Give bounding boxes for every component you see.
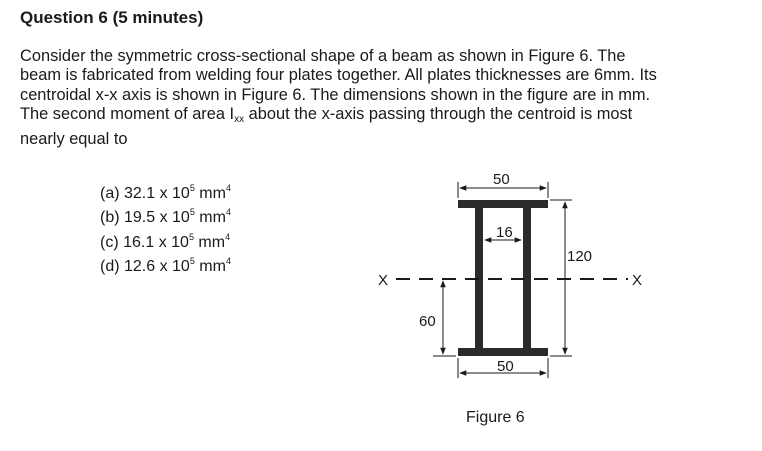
option-b-unit-exp: 4	[225, 207, 231, 218]
option-a-label: (a) 32.1 x 10	[100, 185, 190, 202]
axis-left-label: X	[378, 272, 389, 289]
option-d-label: (d) 12.6 x 10	[100, 258, 190, 276]
option-c-exp: 5	[188, 231, 194, 242]
option-c-unit: mm	[193, 233, 226, 251]
option-d-exp: 5	[189, 256, 195, 267]
body-line-4-pre: The second moment of area I	[20, 105, 235, 124]
body-line-2: beam is fabricated from welding four plates together. All plates thicknesses are 6mm. Its	[20, 66, 657, 85]
top-width-label: 50	[493, 171, 510, 188]
centroid-height-label: 60	[419, 313, 436, 330]
option-b-unit: mm	[194, 209, 226, 227]
bottom-flange-plate	[458, 348, 548, 356]
ixx-subscript: xx	[234, 114, 245, 126]
inner-gap-label: 16	[496, 224, 513, 241]
body-line-4-post: about the x-axis passing through the centroid is most	[244, 105, 633, 124]
height-label: 120	[567, 248, 593, 265]
question-heading: Question 6 (5 minutes)	[20, 8, 204, 27]
option-a-unit-exp: 4	[225, 183, 231, 193]
body-line-1: Consider the symmetric cross-sectional shape of a beam as shown in Figure 6. The	[20, 47, 626, 65]
axis-right-label: X	[632, 272, 643, 289]
figure-caption: Figure 6	[466, 409, 525, 426]
option-d-unit: mm	[194, 258, 226, 276]
option-c-label: (c) 16.1 x 10	[100, 233, 189, 251]
option-b-exp: 5	[189, 207, 195, 218]
body-line-3: centroidal x-x axis is shown in Figure 6. The dimensions shown in the figure are in mm.	[20, 85, 651, 104]
body-line-5: nearly equal to	[20, 129, 128, 148]
top-flange-plate	[458, 200, 548, 208]
option-c-unit-exp: 4	[225, 231, 231, 242]
option-b-label: (b) 19.5 x 10	[100, 209, 190, 227]
bottom-width-label: 50	[497, 358, 514, 375]
option-a-exp: 5	[189, 183, 195, 193]
option-d-unit-exp: 4	[225, 256, 231, 267]
option-a-unit: mm	[194, 185, 226, 202]
